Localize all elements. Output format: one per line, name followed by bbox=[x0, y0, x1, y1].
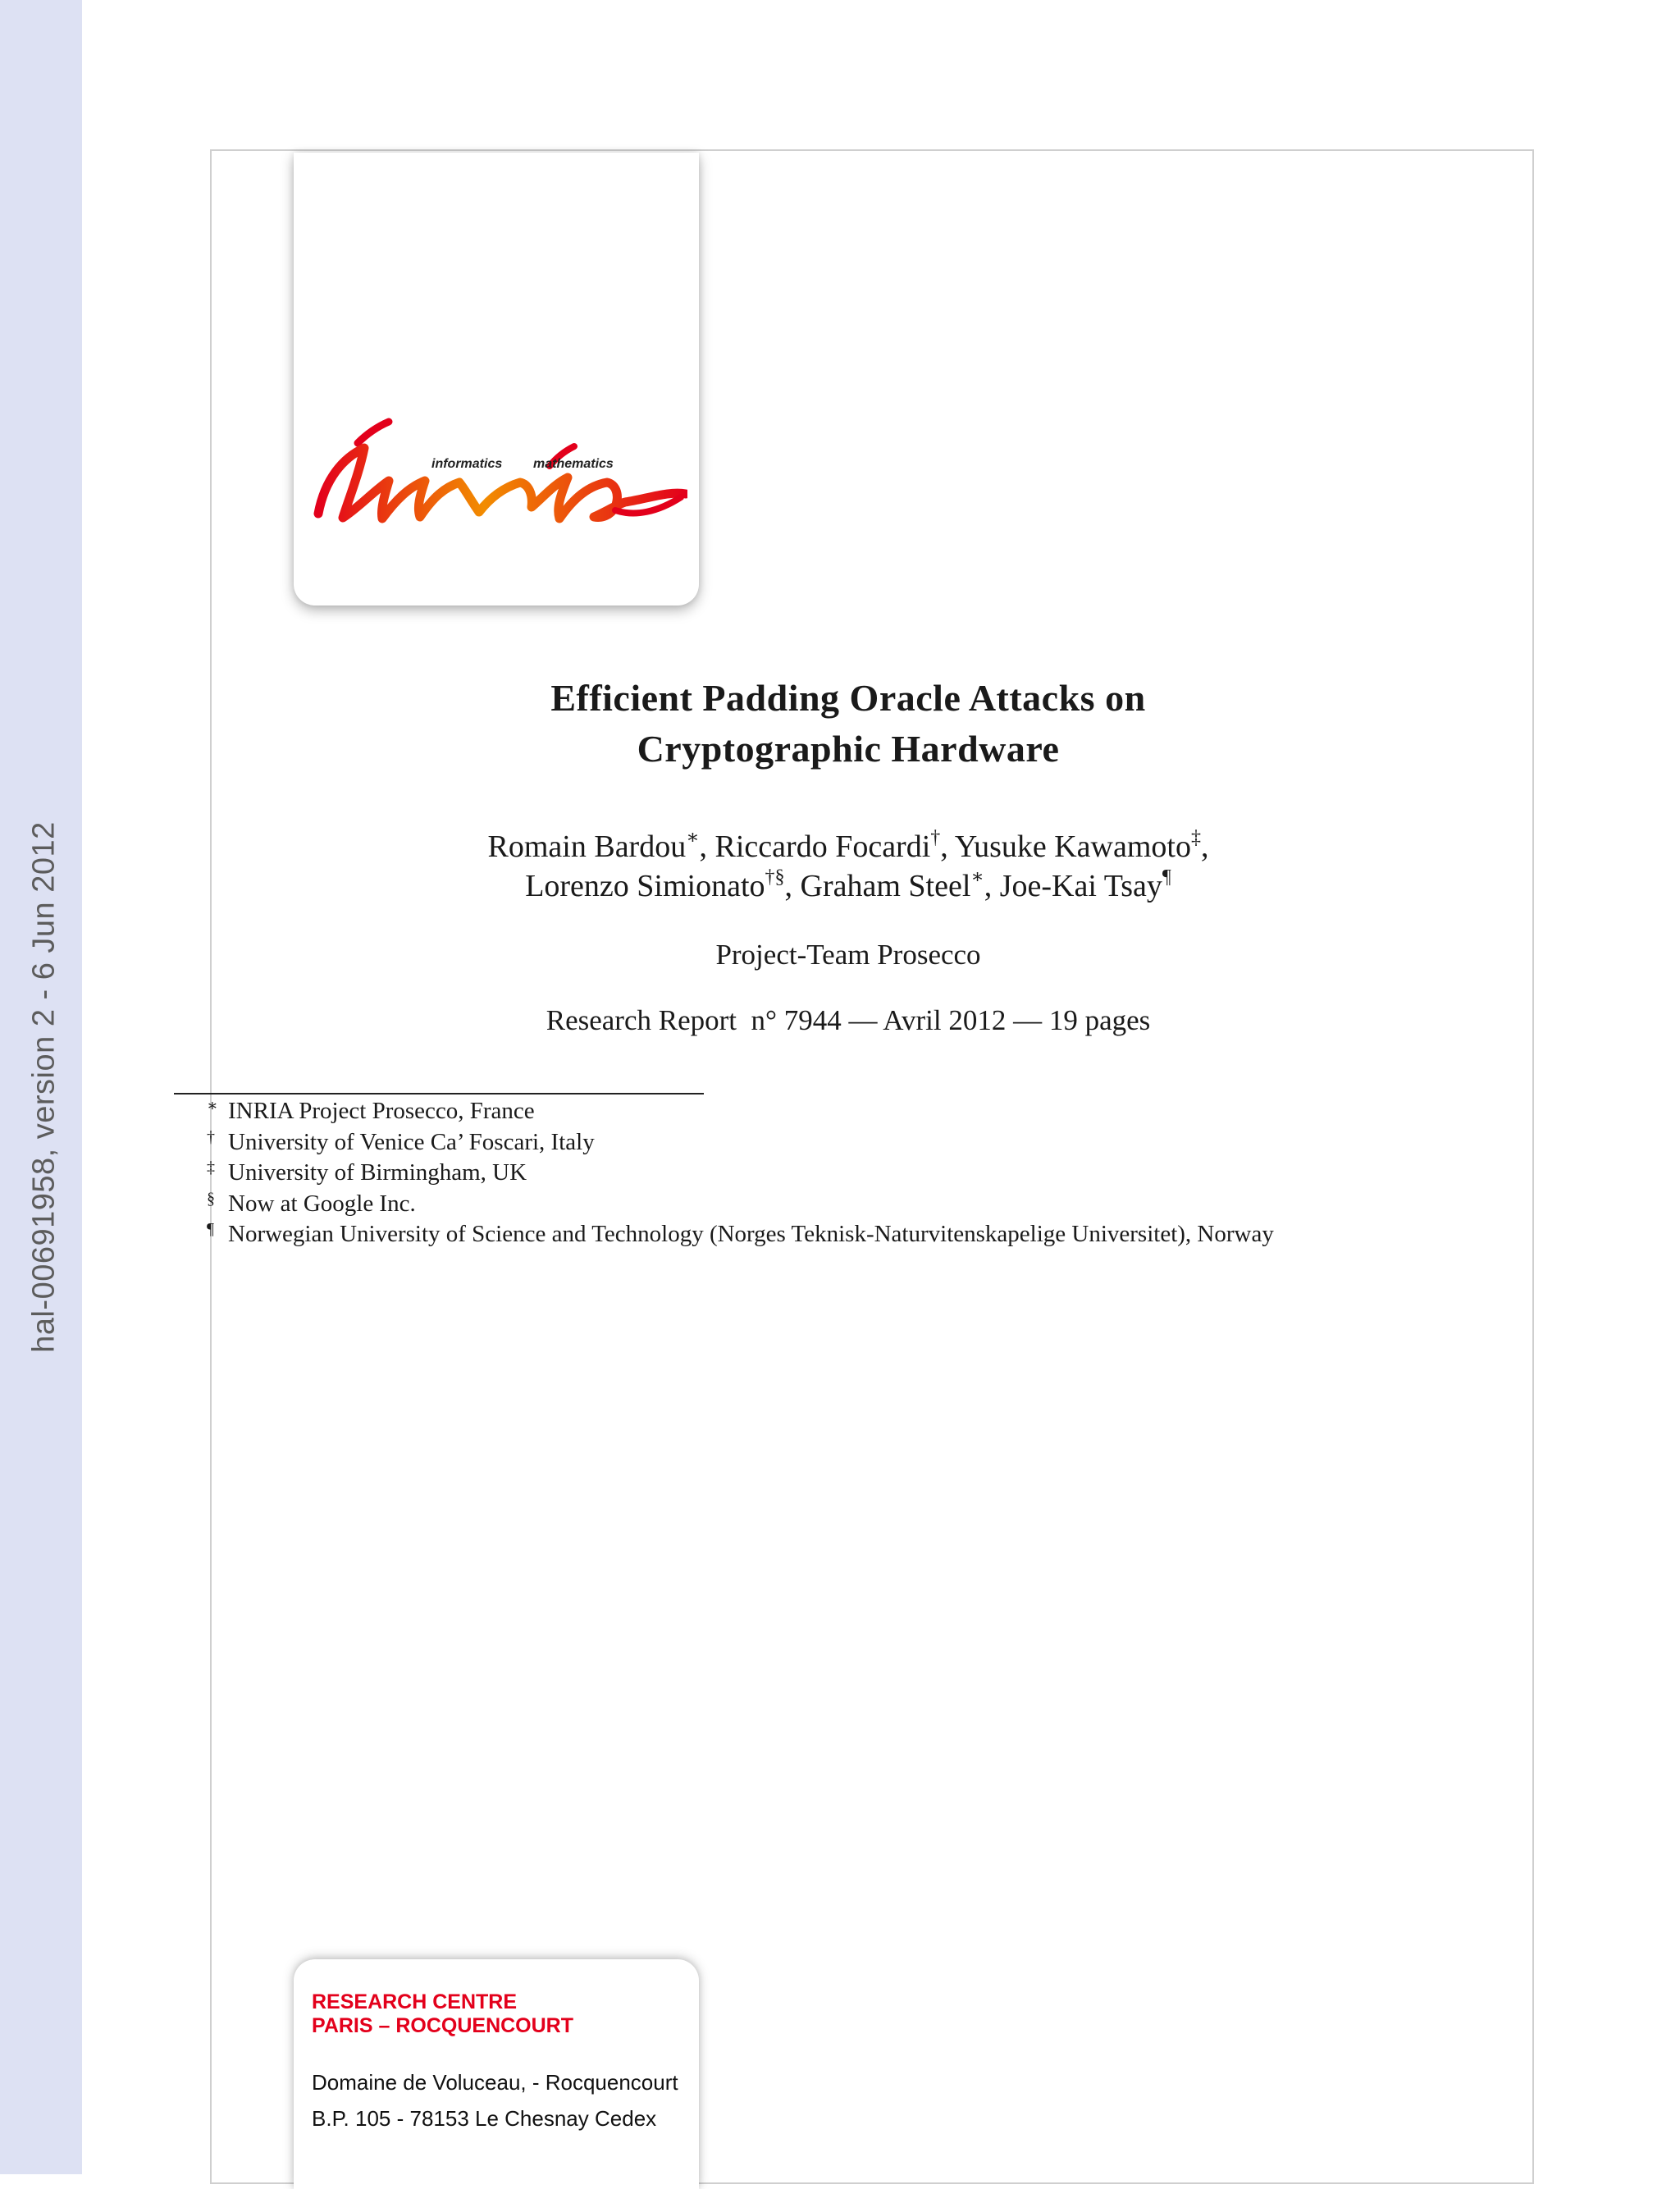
title-line-1: Efficient Padding Oracle Attacks on bbox=[550, 677, 1146, 719]
authors-line-1 bbox=[0, 827, 1680, 866]
hal-identifier: hal-00691958, version 2 - 6 Jun 2012 bbox=[26, 821, 62, 1353]
author-name: Lorenzo Simionato bbox=[525, 869, 765, 903]
footnote-mark: ‡ bbox=[207, 1158, 215, 1177]
author-affiliation-mark: ‡ bbox=[1190, 827, 1201, 848]
research-centre-title-line-2: PARIS – ROCQUENCOURT bbox=[312, 2014, 574, 2037]
author-name: Riccardo Focardi bbox=[714, 829, 931, 864]
author-separator: , bbox=[699, 829, 715, 864]
research-centre-address bbox=[312, 2064, 678, 2136]
footnote-mark: § bbox=[207, 1189, 215, 1208]
author-affiliation-mark: ∗ bbox=[970, 866, 984, 888]
author-affiliation-mark: † bbox=[930, 827, 941, 848]
author-name: Joe-Kai Tsay bbox=[999, 869, 1162, 903]
author-separator: , bbox=[1200, 829, 1209, 864]
footnote-mark: † bbox=[207, 1127, 215, 1146]
footnote bbox=[202, 1189, 1481, 1220]
authors-block bbox=[0, 827, 1680, 906]
research-centre-card bbox=[294, 1959, 699, 2189]
footnote bbox=[202, 1158, 1481, 1189]
footnote-text: University of Birmingham, UK bbox=[228, 1159, 527, 1186]
author-affiliation-mark: †§ bbox=[765, 866, 785, 888]
footnote bbox=[202, 1219, 1481, 1250]
footnote-text: University of Venice Ca’ Foscari, Italy bbox=[228, 1128, 595, 1155]
hal-sidebar-strip bbox=[0, 0, 82, 2174]
footnote-text: Norwegian University of Science and Technology (Norges Teknisk-Naturvitenskapelige Universitet), Norway bbox=[228, 1221, 1274, 1247]
inria-logo bbox=[310, 415, 687, 563]
author-separator: , bbox=[984, 869, 1000, 903]
research-centre-title-line-1: RESEARCH CENTRE bbox=[312, 1990, 518, 2013]
project-team: Project-Team Prosecco bbox=[715, 939, 981, 971]
footnote-mark: ¶ bbox=[207, 1220, 215, 1238]
address-line-1: Domaine de Voluceau, - Rocquencourt bbox=[312, 2070, 678, 2095]
author-affiliation-mark: ∗ bbox=[686, 827, 700, 848]
author-separator: , bbox=[784, 869, 801, 903]
footnote-text: Now at Google Inc. bbox=[228, 1190, 416, 1217]
author-separator: , bbox=[940, 829, 955, 864]
authors-line-2 bbox=[0, 866, 1680, 906]
footnote-divider bbox=[174, 1093, 704, 1094]
author-name: Graham Steel bbox=[800, 869, 971, 903]
author-name: Romain Bardou bbox=[487, 829, 687, 864]
author-name: Yusuke Kawamoto bbox=[954, 829, 1191, 864]
footnotes-list bbox=[202, 1096, 1481, 1250]
inria-logo-card bbox=[294, 153, 699, 606]
title-line-2: Cryptographic Hardware bbox=[637, 728, 1060, 770]
address-line-2: B.P. 105 - 78153 Le Chesnay Cedex bbox=[312, 2106, 657, 2131]
footnote bbox=[202, 1127, 1481, 1158]
author-affiliation-mark: ¶ bbox=[1162, 866, 1171, 888]
footnote bbox=[202, 1096, 1481, 1127]
inria-tagline-right: mathematics bbox=[533, 457, 614, 471]
inria-tagline-left: informatics bbox=[431, 457, 503, 471]
footnote-text: INRIA Project Prosecco, France bbox=[228, 1098, 535, 1124]
research-centre-title bbox=[312, 1990, 573, 2038]
footnote-mark: ∗ bbox=[207, 1097, 218, 1115]
report-title bbox=[0, 673, 1680, 775]
report-number-line: Research Report n° 7944 — Avril 2012 — 19 pages bbox=[546, 1004, 1151, 1036]
